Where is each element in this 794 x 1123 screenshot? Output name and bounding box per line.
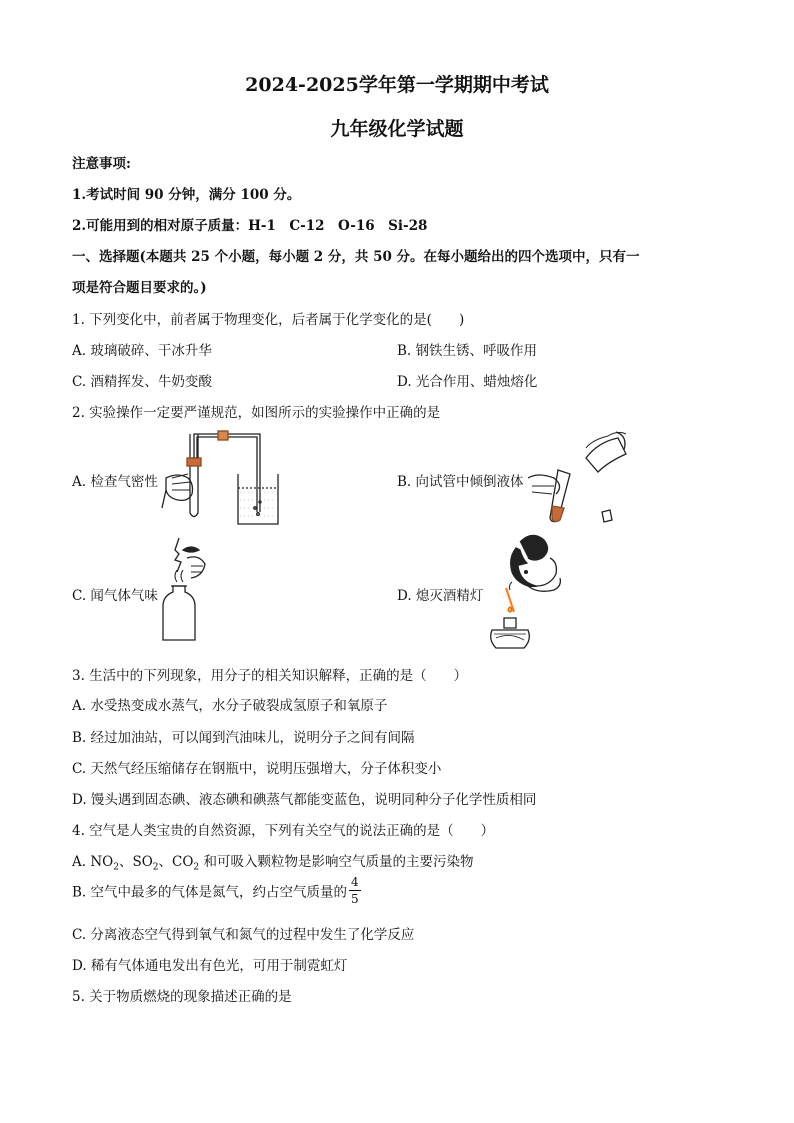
q1-stem: 1. 下列变化中，前者属于物理变化，后者属于化学变化的是( ) bbox=[72, 312, 465, 328]
girl-hair bbox=[520, 535, 548, 560]
section-1-line-2: 项是符合题目要求的。) bbox=[72, 280, 207, 296]
pouring-liquid-figure bbox=[528, 428, 638, 528]
q4-option-d: D. 稀有气体通电发出有色光，可用于制霓虹灯 bbox=[72, 958, 348, 974]
q3-stem: 3. 生活中的下列现象，用分子的相关知识解释，正确的是（ ） bbox=[72, 668, 468, 684]
gas-bottle bbox=[163, 586, 195, 640]
hand bbox=[187, 557, 205, 578]
q4-stem: 4. 空气是人类宝贵的自然资源，下列有关空气的说法正确的是（ ） bbox=[72, 823, 495, 839]
q2-stem: 2. 实验操作一定要严谨规范，如图所示的实验操作中正确的是 bbox=[72, 405, 441, 421]
q4-option-a: A. $NO_2$、$SO_2$、$CO_2$ 和可吸入颗粒物是影响空气质量的主要污染物 bbox=[72, 854, 474, 873]
q4-option-b: B. 空气中最多的气体是氮气，约占空气质量的 $\frac{4}{5}$ bbox=[72, 875, 359, 906]
q2-option-c: C. 闻气体气味 bbox=[72, 588, 158, 604]
smelling-gas-figure bbox=[155, 536, 225, 644]
q1-option-c: C. 酒精挥发、牛奶变酸 bbox=[72, 374, 212, 390]
q5-stem: 5. 关于物质燃烧的现象描述正确的是 bbox=[72, 989, 292, 1005]
fraction-four-fifths: $\frac{4}{5}$ bbox=[351, 875, 359, 906]
airtightness-apparatus-figure bbox=[160, 428, 290, 528]
notes-heading: 注意事项: bbox=[72, 156, 131, 172]
alcohol-lamp bbox=[491, 630, 530, 648]
lamp-wick-holder bbox=[504, 618, 516, 628]
q1-option-b: B. 钢铁生锈、呼吸作用 bbox=[397, 343, 538, 359]
q3-option-a: A. 水受热变成水蒸气，水分子破裂成氢原子和氧原子 bbox=[72, 698, 388, 714]
q2-option-d: D. 熄灭酒精灯 bbox=[397, 588, 484, 604]
stopper bbox=[187, 458, 201, 466]
hand bbox=[166, 475, 193, 500]
q3-option-d: D. 馒头遇到固态碘、液态碘和碘蒸气都能变蓝色，说明同种分子化学性质相同 bbox=[72, 792, 537, 808]
q3-option-c: C. 天然气经压缩储存在钢瓶中，说明压强增大，分子体积变小 bbox=[72, 761, 442, 777]
beaker bbox=[238, 474, 278, 524]
note-2: 2.可能用到的相对原子质量：H-1 C-12 O-16 Si-28 bbox=[72, 218, 428, 234]
q3-option-b: B. 经过加油站，可以闻到汽油味儿，说明分子之间有间隔 bbox=[72, 730, 415, 746]
extinguishing-lamp-figure bbox=[480, 528, 580, 654]
exam-subtitle: 九年级化学试题 bbox=[330, 118, 464, 140]
q2-option-a: A. 检查气密性 bbox=[72, 474, 158, 490]
q4-option-c: C. 分离液态空气得到氧气和氮气的过程中发生了化学反应 bbox=[72, 927, 415, 943]
q1-option-d: D. 光合作用、蜡烛熔化 bbox=[397, 374, 538, 390]
q1-option-a: A. 玻璃破碎、干冰升华 bbox=[72, 343, 212, 359]
section-1-line-1: 一、选择题(本题共 25 个小题，每小题 2 分，共 50 分。在每小题给出的四个选项中，只有一 bbox=[72, 249, 640, 265]
q2-option-b: B. 向试管中倾倒液体 bbox=[397, 474, 524, 490]
note-1: 1.考试时间 90 分钟，满分 100 分。 bbox=[72, 187, 301, 203]
exam-title: 2024-2025学年第一学期期中考试 bbox=[245, 74, 549, 96]
face-profile bbox=[175, 538, 181, 572]
